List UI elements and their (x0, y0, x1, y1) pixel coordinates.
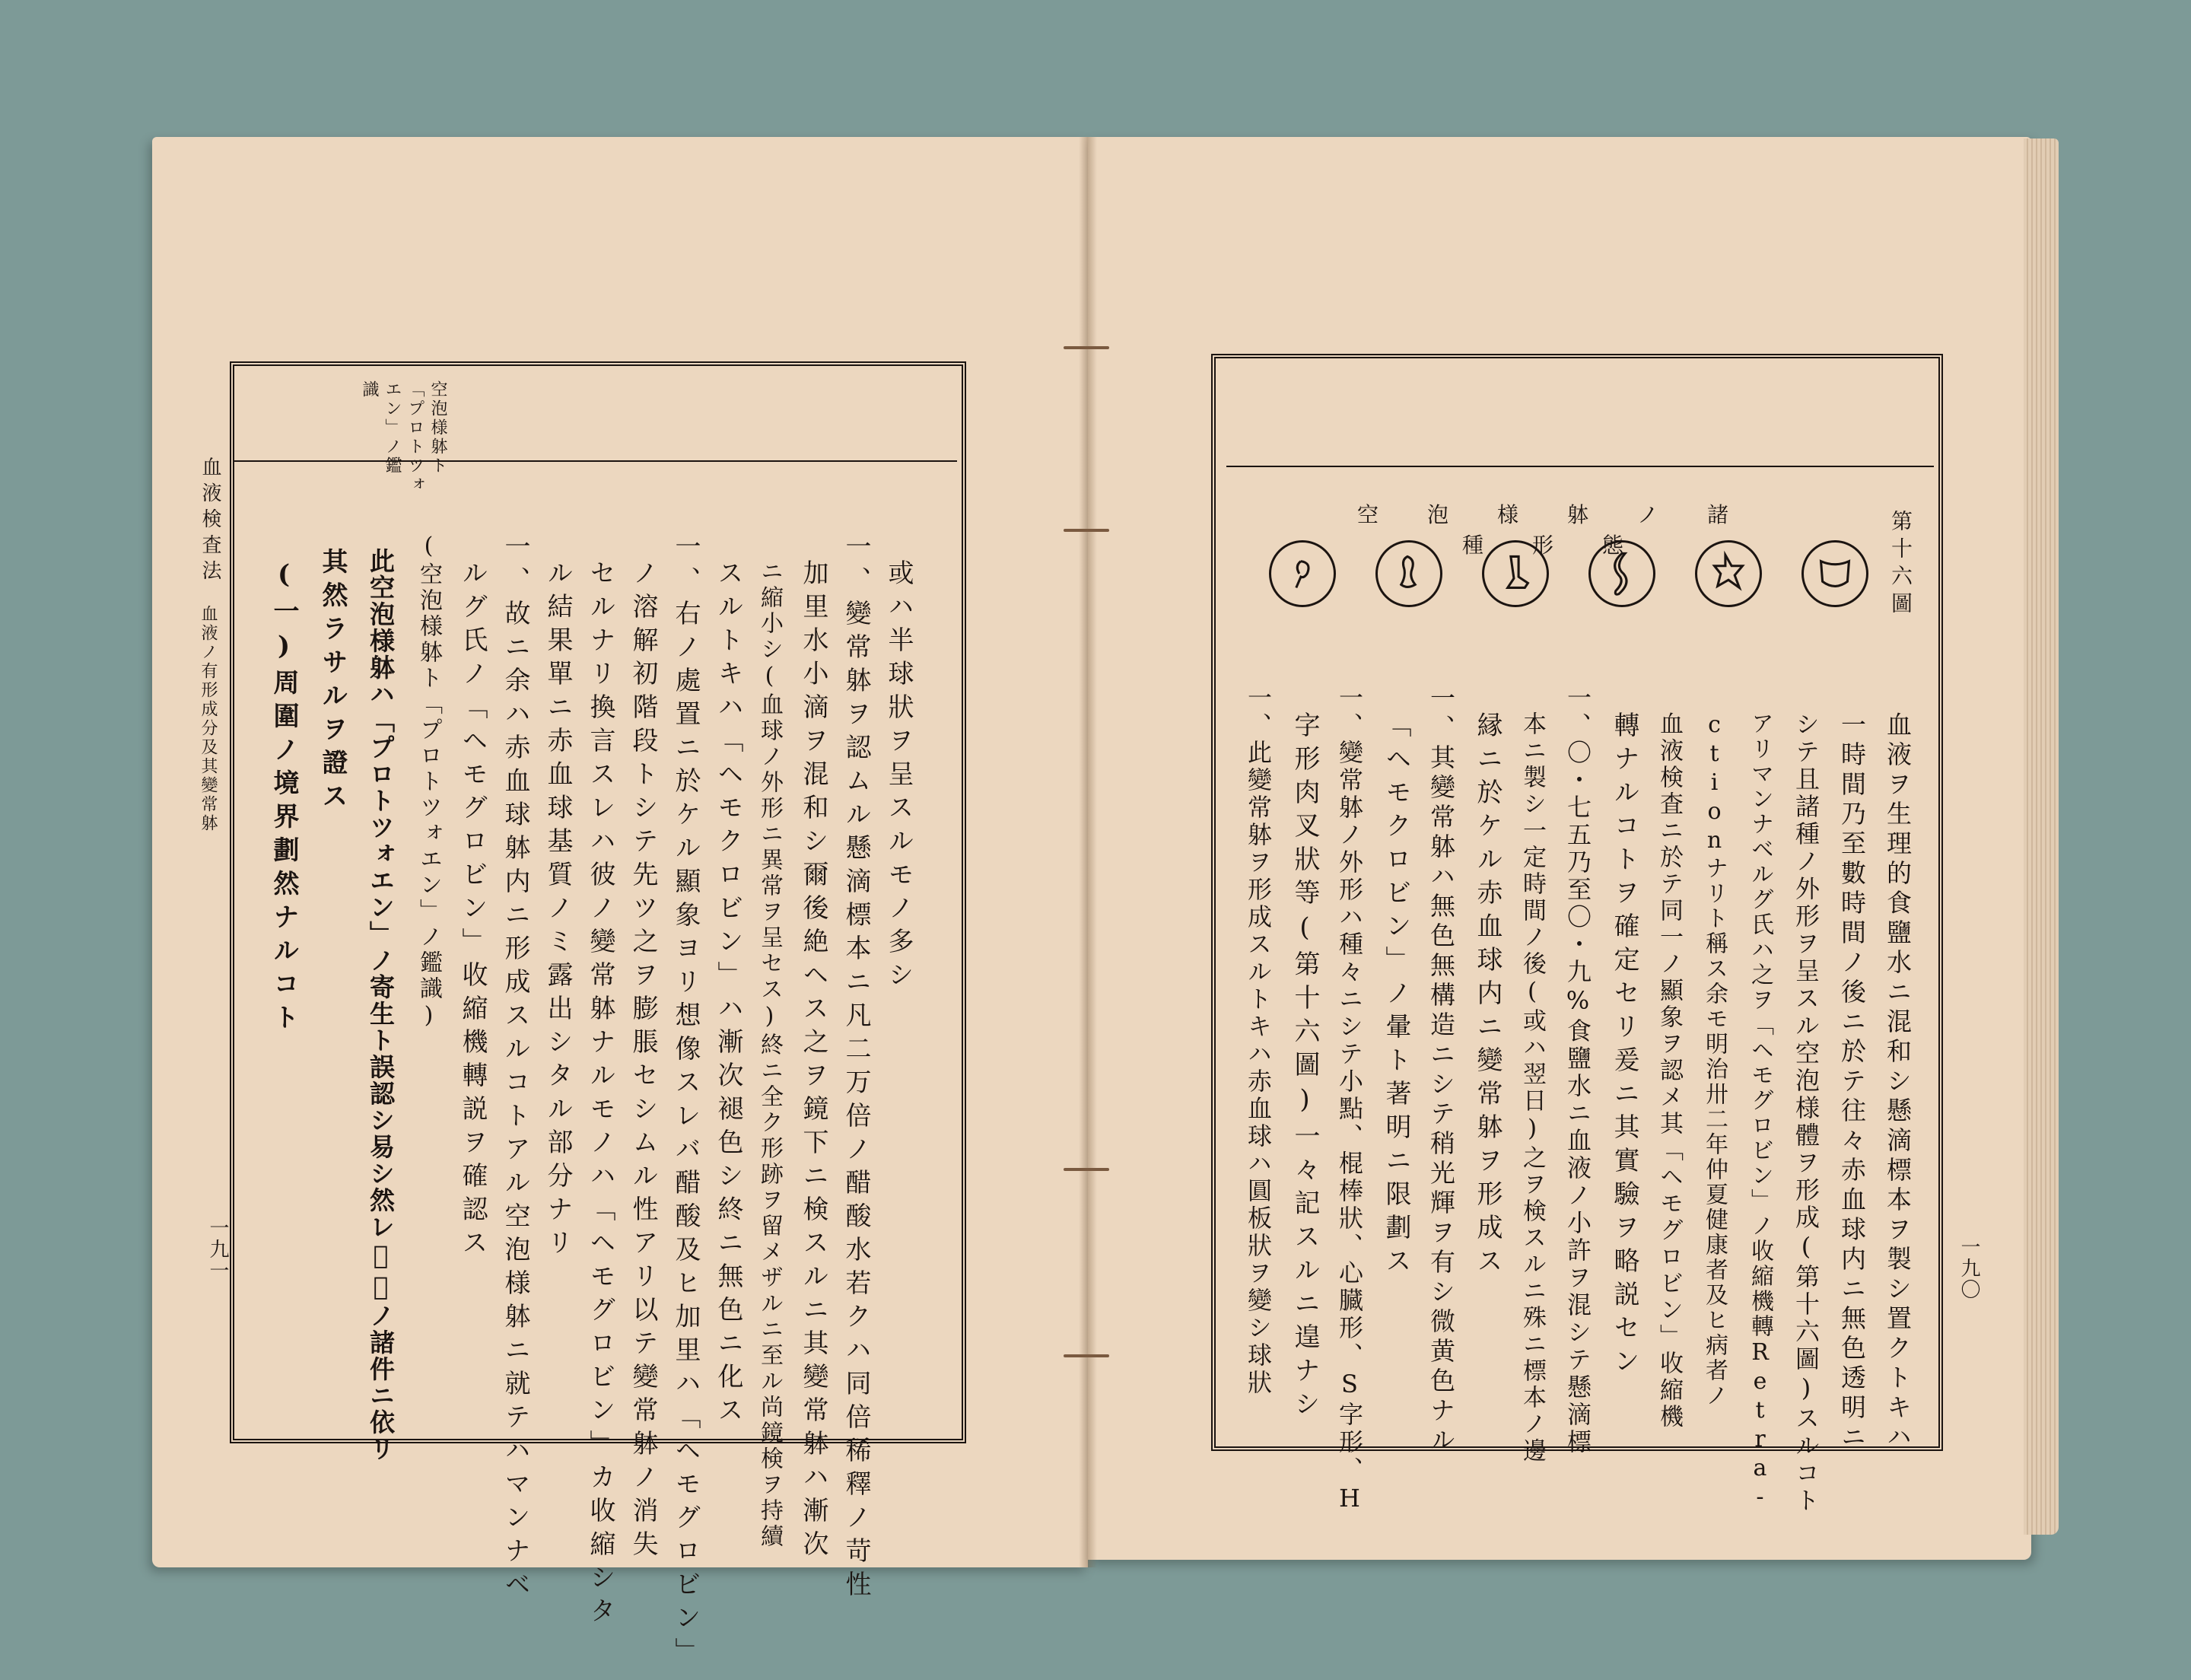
page-number-left: 一九一 (206, 1217, 229, 1281)
star-shape-cell (1695, 540, 1762, 607)
text-column: 字形肉叉狀等(第十六圖)一々記スルニ遑ナシ (1289, 711, 1320, 1424)
text-column: 加里水小滴ヲ混和シ爾後絶ヘス之ヲ鏡下ニ検スルニ其變常躰ハ漸次 (798, 559, 828, 1564)
frame-divider (234, 460, 957, 462)
rod-shape-cell (1482, 540, 1549, 607)
text-column: 或ハ半球狀ヲ呈スルモノ多シ (883, 559, 914, 994)
crescent-icon (1591, 542, 1653, 605)
text-column: ニ縮小シ(血球ノ外形ニ異常ヲ呈セス)終ニ全ク形跡ヲ留メザルニ至ル尚鏡検ヲ持續 (756, 559, 783, 1550)
text-column: 一時間乃至數時間ノ後ニ於テ往々赤血球内ニ無色透明ニ (1837, 711, 1867, 1453)
running-header-sub: 血液ノ有形成分及其變常躰 (199, 605, 218, 833)
text-column: 一、其變常躰ハ無色無構造ニシテ稍光輝ヲ有シ微黄色ナル (1426, 685, 1456, 1456)
cup-shape-cell (1801, 540, 1868, 607)
text-column: 本ニ製シ一定時間ノ後(或ハ翌日)之ヲ検スルニ殊ニ標本ノ邊 (1518, 711, 1546, 1465)
text-column: 「ヘモクロビン」ノ暈ト著明ニ限劃ス (1381, 711, 1411, 1281)
text-column: 其然ラサルヲ證ス (317, 548, 348, 816)
binding-stitch (1064, 346, 1109, 349)
text-column: ノ溶解初階段トシテ先ツ之ヲ膨脹セシムル性アリ以テ變常躰ノ消失 (628, 559, 658, 1564)
text-column: スルトキハ「ヘモクロビン」ハ漸次褪色シ終ニ無色ニ化ス (713, 559, 743, 1430)
text-column: セルナリ換言スレハ彼ノ變常躰ナルモノハ「ヘモグロビン」カ收縮シタ (585, 559, 615, 1631)
figure-caption: 第十六圖 (1888, 510, 1913, 619)
text-column: 一、變常躰ヲ認ムル懸滴標本ニ凡二万倍ノ醋酸水若クハ同倍稀釋ノ苛性 (841, 533, 871, 1604)
book-gutter (1079, 137, 1097, 1567)
page-number-right: 一九〇 (1957, 1236, 1980, 1300)
text-column: 血液検査ニ於テ同一ノ顯象ヲ認メ其「ヘモグロビン」收縮機 (1655, 711, 1683, 1430)
text-column: (空泡様躰ト「プロトツォエン」ノ鑑識) (415, 533, 442, 1032)
text-column: 縁ニ於ケル赤血球内ニ變常躰ヲ形成ス (1472, 711, 1503, 1281)
rod-shape-icon (1484, 542, 1547, 605)
figure-title-text: 空泡様躰ノ諸種形態 (1356, 502, 1777, 558)
page-edges (2024, 138, 2059, 1535)
text-column: 此空泡様躰ハ「プロトツォエン」ノ寄生ト誤認シ易シ然レ𪜈左ノ諸件ニ依リ (366, 548, 396, 1462)
text-column: 一、此變常躰ヲ形成スルトキハ赤血球ハ圓板狀ヲ變シ球狀 (1244, 685, 1273, 1397)
frame-divider (1226, 466, 1934, 467)
binding-stitch (1064, 529, 1109, 532)
text-column: (一)周圍ノ境界劃然ナルコト (269, 559, 299, 1037)
h-shape-cell (1375, 540, 1442, 607)
running-header: 血液検査法 (199, 457, 221, 586)
text-column: 一、變常躰ノ外形ハ種々ニシテ小點、棍棒狀、心臓形、S字形、H (1335, 685, 1364, 1516)
dot-shape-icon (1271, 542, 1334, 605)
text-column: ル結果單ニ赤血球基質ノミ露出シタル部分ナリ (542, 559, 573, 1262)
text-column: アリマンナベルグ氏ハ之ヲ「ヘモグロビン」ノ收縮機轉Retra- (1747, 711, 1773, 1513)
dot-cell (1269, 540, 1336, 607)
h-shape-icon (1378, 542, 1440, 605)
text-column: ctionナリト稱ス余モ明治卅二年仲夏健康者及ヒ病者ノ (1701, 711, 1728, 1408)
text-column: ルグ氏ノ「ヘモグロビン」收縮機轉説ヲ確認ス (457, 559, 488, 1262)
binding-stitch (1064, 1354, 1109, 1357)
text-column: 一、故ニ余ハ赤血球躰内ニ形成スルコトアル空泡様躰ニ就テハマンナベ (500, 533, 530, 1604)
text-column: 一、〇・七五乃至〇・九%食鹽水ニ血液ノ小許ヲ混シテ懸滴標 (1563, 685, 1592, 1456)
star-shape-icon (1697, 542, 1760, 605)
binding-stitch (1064, 1168, 1109, 1171)
cup-shape-icon (1804, 542, 1866, 605)
crescent-cell (1588, 540, 1655, 607)
text-column: 血液ヲ生理的食鹽水ニ混和シ懸滴標本ヲ製シ置クトキハ (1883, 711, 1913, 1453)
text-column: 一、右ノ處置ニ於ケル顯象ヨリ想像スレバ醋酸及ヒ加里ハ「ヘモグロビン」 (670, 533, 701, 1671)
text-column: 轉ナルコトヲ確定セリ爰ニ其實驗ヲ略説セン (1609, 711, 1639, 1381)
text-column: シテ且諸種ノ外形ヲ呈スル空泡様體ヲ形成(第十六圖)スルコト (1792, 711, 1821, 1515)
